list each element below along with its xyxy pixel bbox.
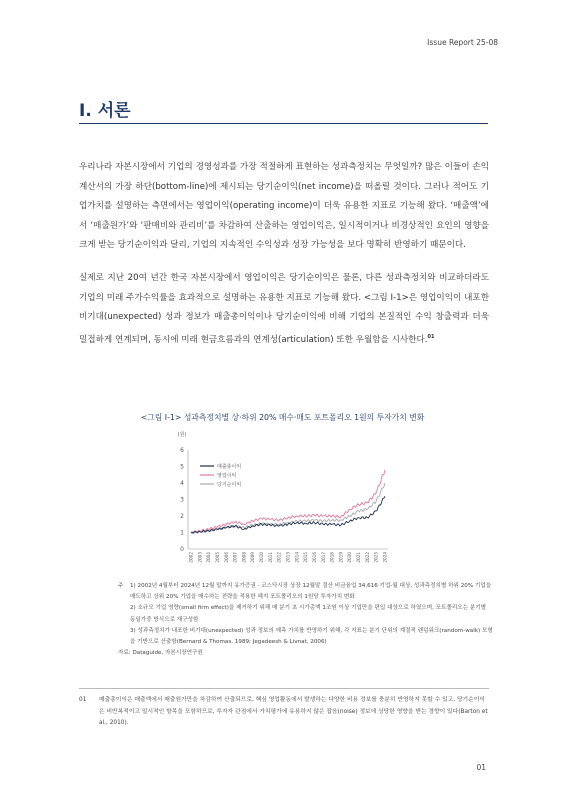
legend-label: 영업이익 <box>217 472 237 479</box>
x-tick-label: 2015 <box>303 552 309 563</box>
page-number: 01 <box>476 763 486 772</box>
y-tick-label: 6 <box>180 447 184 454</box>
x-tick-label: 2024 <box>382 552 388 563</box>
x-tick-label: 2003 <box>197 552 203 563</box>
y-tick-label: 4 <box>180 480 184 487</box>
x-tick-label: 2019 <box>338 552 344 563</box>
note-item-3: 3) 성과측정치가 내포한 비기대(unexpected) 성과 정보의 예측 가치를 반영하기 위해, 각 지표는 분기 단위의 계절적 랜덤워크(random-walk) 모형을 기반으로 산출함(Bernard & Thomas, 1989; Jegadeesh & Livnat, 2006) <box>130 627 493 646</box>
intro-paragraph-2-text: 실제로 지난 20여 년간 한국 자본시장에서 영업이익은 당기순이익은 물론, 다른 성과측정치와 비교하더라도 기업의 미래 주가수익률을 효과적으로 설명하는 유용한 지표로 기능해 왔다. <그림 Ⅰ-1>은 영업이익이 내포한 비기대(unexpected) 성과 정보가 매출총이익이나 당기순이익에 비해 기업의 본질적인 수익 창출력과 더욱 밀접하게 연계되며, 동시에 미래 현금흐름과의 연계성(articulation) 또한 우월함을 시사한다. <box>79 273 489 345</box>
figure-source: 자료: Dataguide, 자본시장연구원 <box>118 650 203 657</box>
note-item-1: 1) 2002년 4월부터 2024년 12월 말까지 유가증권 · 코스닥시장 상장 12월말 결산 비금융업 34,616 기업-월 대상, 성과측정치별 하위 20% 기업을 매도하고 상위 20% 기업을 매수하는 전략을 적용한 헤지 포트폴리오의 1원당 투자가치 변화 <box>130 583 492 601</box>
note-item-2: 2) 소규모 기업 영향(small firm effect)을 제거하기 위해 매 분기 초 시가총액 1조원 이상 기업만을 편입 대상으로 하였으며, 포트폴리오는 분기별 동일가중 방식으로 재구성함 <box>130 605 487 623</box>
legend-label: 매출총이익 <box>217 463 242 470</box>
notes-label: 주 <box>118 583 124 589</box>
y-tick-label: 5 <box>180 463 184 471</box>
y-unit-label: (원) <box>177 432 187 438</box>
x-tick-label: 2022 <box>364 552 370 563</box>
y-tick-label: 1 <box>180 529 184 537</box>
y-tick-label: 0 <box>180 546 184 553</box>
series-line-2 <box>191 470 385 533</box>
x-tick-label: 2004 <box>206 552 212 563</box>
x-tick-label: 2002 <box>188 552 194 563</box>
investment-value-chart <box>160 428 400 578</box>
x-tick-label: 2018 <box>329 552 335 563</box>
report-id: Issue Report 25-08 <box>427 38 498 47</box>
section-title: Ⅰ. 서론 <box>79 101 131 121</box>
figure-title: <그림 Ⅰ-1> 성과측정치별 상·하위 20% 매수·매도 포트폴리오 1원의 투자가치 변화 <box>140 413 425 422</box>
x-tick-label: 2010 <box>259 552 265 563</box>
footnote-text: 매출총이익은 매출액에서 매출원가만을 차감하여 산출되므로, 핵심 영업활동에서 발생하는 다양한 비용 정보를 충분히 반영하지 못할 수 있고, 당기순이익은 비반복적이고 일시적인 항목을 포함하므로, 투자자 관점에서 가치평가에 유용하지 않은 잡음(noise) 정보에 상당한 영향을 받는 경향이 있다(Barton et al., 2010). <box>99 697 488 726</box>
footnote-divider <box>79 688 489 689</box>
x-tick-label: 2021 <box>356 552 362 563</box>
x-tick-label: 2023 <box>373 552 379 563</box>
x-tick-label: 2007 <box>232 552 238 563</box>
footnote-ref: 01 <box>427 333 435 340</box>
footnote-number: 01 <box>79 697 87 703</box>
x-tick-label: 2009 <box>250 552 256 563</box>
x-tick-label: 2005 <box>214 552 220 563</box>
x-tick-label: 2014 <box>294 552 300 563</box>
series-line-1 <box>191 496 385 533</box>
section-divider <box>79 123 488 124</box>
x-tick-label: 2006 <box>223 552 229 563</box>
legend-label: 당기순이익 <box>217 481 242 488</box>
intro-paragraph-2 <box>79 269 489 350</box>
figure-notes <box>118 581 493 659</box>
x-tick-label: 2012 <box>276 552 282 563</box>
x-tick-label: 2017 <box>320 552 326 563</box>
footnote <box>79 695 489 730</box>
x-tick-label: 2008 <box>241 552 247 563</box>
x-tick-label: 2013 <box>285 552 291 563</box>
x-tick-label: 2011 <box>267 552 273 563</box>
intro-paragraph-1: 우리나라 자본시장에서 기업의 경영성과를 가장 적절하게 표현하는 성과측정치는 무엇일까? 많은 이들이 손익계산서의 가장 하단(bottom-line)에 제시되는 당기순이익(net income)을 떠올릴 것이다. 그러나 적어도 기업가치를 설명하는 측면에서는 영업이익(operating income)이 더욱 유용한 지표로 기능해 왔다. ‘매출액’에서 ‘매출원가’와 ‘판매비와 관리비’를 차감하여 산출하는 영업이익은, 일시적이거나 비경상적인 요인의 영향을 크게 받는 당기순이익과 달리, 기업의 지속적인 수익성과 성장 가능성을 보다 명확히 반영하기 때문이다. <box>79 162 489 250</box>
y-tick-label: 2 <box>180 513 184 520</box>
x-tick-label: 2016 <box>311 552 317 563</box>
x-tick-label: 2020 <box>347 552 353 563</box>
y-tick-label: 3 <box>180 496 184 504</box>
